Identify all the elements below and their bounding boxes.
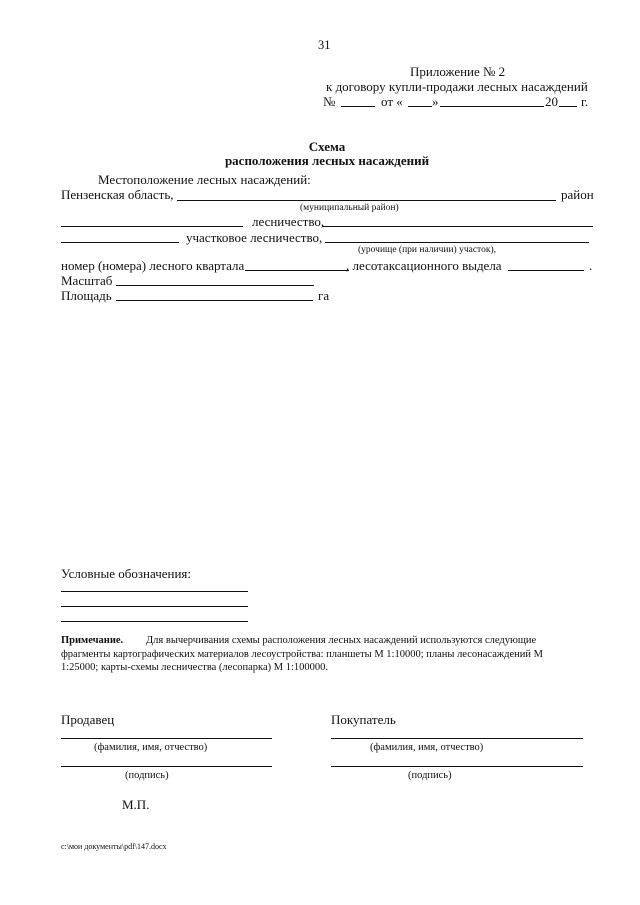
blank-quarter-number (245, 270, 349, 271)
area-unit: га (318, 288, 330, 303)
page-number: 31 (318, 38, 331, 52)
blank-scale (116, 285, 314, 286)
legend-line-1 (61, 591, 248, 592)
note-label: Примечание. (61, 635, 124, 646)
legend-heading: Условные обозначения: (61, 566, 192, 581)
buyer-fio-hint: (фамилия, имя, отчество) (370, 742, 484, 753)
legend-line-2 (61, 606, 248, 607)
blank-district-forestry (61, 242, 179, 243)
blank-month (440, 106, 544, 107)
seller-signature-hint: (подпись) (125, 770, 169, 781)
buyer-fio-line (331, 738, 583, 739)
district-forestry-label: участковое лесничество, (186, 230, 323, 245)
note-line-2: фрагменты картографических материалов лесоустройства: планшеты М 1:10000; планы лесонасаждений М (61, 649, 543, 660)
blank-allotment (508, 270, 584, 271)
appendix-from: от « (381, 94, 403, 109)
region-prefix: Пензенская область, (61, 187, 174, 202)
appendix-quote: » (432, 94, 439, 109)
seller-signature-line (61, 766, 272, 767)
appendix-year: 20 (545, 94, 558, 109)
appendix-contract: к договору купли-продажи лесных насаждений (326, 79, 588, 94)
blank-municipal-district (177, 200, 556, 201)
appendix-no-sign: № (323, 94, 336, 109)
scale-label: Масштаб (61, 273, 113, 288)
note-line-3: 1:25000; карты-схемы лесничества (лесопарка) М 1:100000. (61, 662, 329, 673)
forestry-suffix: лесничество, (252, 214, 325, 229)
title-subtitle: расположения лесных насаждений (224, 153, 430, 168)
legend-line-3 (61, 621, 248, 622)
title-schema: Схема (308, 139, 346, 154)
footer-file-path: c:\мои документы\pdf\147.docx (61, 842, 167, 851)
blank-day (408, 106, 432, 107)
blank-area (116, 300, 313, 301)
location-heading: Местоположение лесных насаждений: (98, 172, 311, 187)
appendix-g: г. (581, 94, 589, 109)
blank-tract (325, 242, 589, 243)
area-label: Площадь (61, 288, 112, 303)
seller-label: Продавец (61, 712, 115, 727)
region-suffix: район (561, 187, 594, 202)
quarter-end: . (589, 258, 593, 273)
note-line-1: Для вычерчивания схемы расположения лесных насаждений используются следующие (146, 635, 537, 646)
blank-forestry-name (61, 226, 243, 227)
blank-forestry-extra (322, 226, 593, 227)
buyer-signature-line (331, 766, 583, 767)
buyer-label: Покупатель (331, 712, 396, 727)
blank-contract-number (341, 106, 375, 107)
appendix-title: Приложение № 2 (410, 64, 506, 79)
stamp-label: М.П. (122, 797, 150, 812)
buyer-signature-hint: (подпись) (408, 770, 452, 781)
tract-hint: (урочище (при наличии) участок), (358, 245, 496, 255)
quarter-prefix: номер (номера) лесного квартала (61, 258, 245, 273)
seller-fio-line (61, 738, 272, 739)
seller-fio-hint: (фамилия, имя, отчество) (94, 742, 208, 753)
quarter-middle: , лесотаксационного выдела (346, 258, 502, 273)
blank-year (559, 106, 577, 107)
municipal-hint: (муниципальный район) (300, 203, 399, 213)
schema-drawing-area (61, 315, 594, 560)
